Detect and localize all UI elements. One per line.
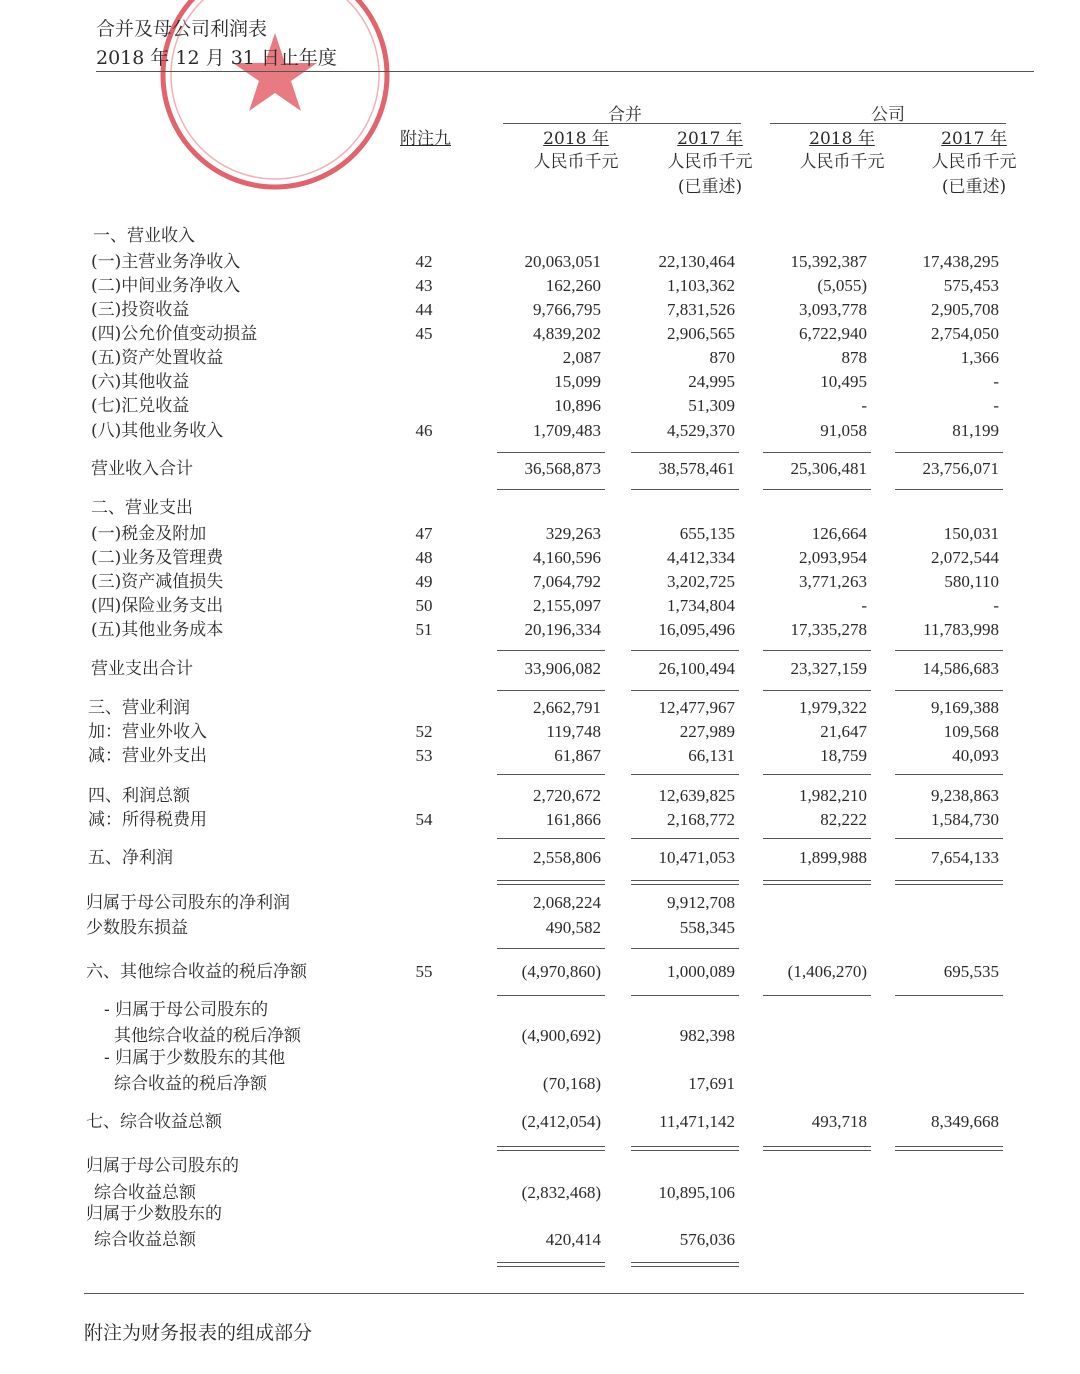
row-value: 9,766,795	[533, 300, 601, 319]
row-value: 12,477,967	[658, 698, 735, 717]
row-value: 15,099	[554, 372, 601, 391]
row-value: 10,471,053	[658, 848, 735, 867]
total-rule	[895, 489, 1003, 490]
row-value: 9,912,708	[667, 893, 735, 912]
row-note: 46	[415, 421, 433, 440]
row-note: 48	[415, 548, 433, 567]
row-value: 2,905,708	[931, 300, 999, 319]
row-value: -	[993, 596, 999, 615]
total-rule	[497, 838, 605, 839]
row-value: (70,168)	[542, 1074, 601, 1093]
row-value: 3,771,263	[799, 572, 867, 591]
footer-note: 附注为财务报表的组成部分	[84, 1322, 313, 1344]
row-value: 23,756,071	[922, 459, 999, 478]
row-label: 归属于母公司股东的净利润	[86, 893, 290, 913]
row-value: 2,558,806	[533, 848, 601, 867]
row-label: 六、其他综合收益的税后净额	[86, 962, 307, 982]
total-rule	[631, 948, 739, 949]
row-value: 51,309	[688, 396, 735, 415]
total-rule	[895, 774, 1003, 775]
title-rule	[96, 71, 1034, 72]
row-value: 2,155,097	[533, 596, 601, 615]
row-value: 2,906,565	[667, 324, 735, 343]
row-value: 8,349,668	[931, 1112, 999, 1131]
footer-rule	[84, 1293, 1024, 1294]
row-value: 1,103,362	[667, 276, 735, 295]
row-value: 10,495	[820, 372, 867, 391]
row-value: 2,093,954	[799, 548, 867, 567]
column-unit: 人民币千元	[931, 152, 1017, 172]
row-label: 五、净利润	[88, 848, 173, 868]
row-value: (1,406,270)	[787, 962, 867, 981]
row-label: 营业支出合计	[91, 659, 193, 679]
row-value: 1,982,210	[799, 786, 867, 805]
row-value: 16,095,496	[658, 620, 735, 639]
row-label: - 归属于母公司股东的	[104, 1000, 269, 1020]
row-value: 10,895,106	[658, 1183, 735, 1202]
row-value: 4,529,370	[667, 421, 735, 440]
row-value: 10,896	[554, 396, 601, 415]
row-value: 655,135	[679, 524, 735, 543]
total-rule	[631, 838, 739, 839]
row-value: 1,366	[960, 348, 999, 367]
row-label: 综合收益总额	[94, 1183, 196, 1203]
row-value: 558,345	[679, 918, 735, 937]
total-rule	[497, 948, 605, 949]
row-note: 52	[415, 722, 433, 741]
row-label: (三)资产减值损失	[91, 572, 224, 592]
row-label: 其他综合收益的税后净额	[114, 1026, 301, 1046]
row-value: 7,831,526	[667, 300, 735, 319]
row-label: 二、营业支出	[91, 498, 193, 518]
row-value: 420,414	[545, 1230, 601, 1249]
column-year: 2018 年	[809, 129, 875, 149]
row-note: 54	[415, 810, 433, 829]
row-value: 15,392,387	[790, 252, 867, 271]
total-rule	[763, 1146, 871, 1151]
row-label: 综合收益总额	[94, 1230, 196, 1250]
row-value: 119,748	[546, 722, 601, 741]
column-year: 2018 年	[543, 129, 609, 149]
row-value: 1,734,804	[667, 596, 735, 615]
row-value: 24,995	[688, 372, 735, 391]
row-value: 1,584,730	[931, 810, 999, 829]
total-rule	[763, 452, 871, 453]
row-value: 17,691	[688, 1074, 735, 1093]
total-rule	[497, 995, 605, 996]
row-label: 四、利润总额	[88, 786, 190, 806]
row-label: - 归属于少数股东的其他	[104, 1048, 286, 1068]
row-value: 2,720,672	[533, 786, 601, 805]
total-rule	[895, 452, 1003, 453]
row-value: 329,263	[545, 524, 601, 543]
total-rule	[895, 838, 1003, 839]
row-value: 81,199	[952, 421, 999, 440]
note-column-header: 附注九	[400, 129, 451, 149]
total-rule	[631, 995, 739, 996]
row-label: 加：营业外收入	[88, 722, 207, 742]
row-note: 44	[415, 300, 433, 319]
row-value: 40,093	[952, 746, 999, 765]
total-rule	[497, 1146, 605, 1151]
group-company: 公司	[871, 105, 905, 125]
row-value: 162,260	[545, 276, 601, 295]
row-value: 91,058	[820, 421, 867, 440]
total-rule	[763, 838, 871, 839]
column-unit: 人民币千元	[533, 152, 619, 172]
row-value: -	[993, 372, 999, 391]
row-value: 3,093,778	[799, 300, 867, 319]
column-unit: 人民币千元	[667, 152, 753, 172]
row-value: 1,899,988	[799, 848, 867, 867]
row-value: 14,586,683	[922, 659, 999, 678]
row-label: (三)投资收益	[91, 300, 190, 320]
row-note: 55	[415, 962, 433, 981]
total-rule	[763, 774, 871, 775]
row-value: 4,839,202	[533, 324, 601, 343]
row-label: (八)其他业务收入	[91, 421, 224, 441]
row-label: (五)资产处置收益	[91, 348, 224, 368]
row-value: 38,578,461	[658, 459, 735, 478]
row-value: -	[861, 596, 867, 615]
row-value: 490,582	[545, 918, 601, 937]
row-value: 2,072,544	[931, 548, 999, 567]
total-rule	[631, 650, 739, 651]
row-label: (七)汇兑收益	[91, 396, 190, 416]
row-value: (2,832,468)	[521, 1183, 601, 1202]
row-value: 575,453	[943, 276, 999, 295]
row-label: (四)公允价值变动损益	[91, 324, 258, 344]
row-value: 2,168,772	[667, 810, 735, 829]
row-value: 33,906,082	[524, 659, 601, 678]
row-value: 36,568,873	[524, 459, 601, 478]
row-value: 3,202,725	[667, 572, 735, 591]
row-value: 11,783,998	[923, 620, 999, 639]
row-value: (2,412,054)	[521, 1112, 601, 1131]
column-restated: (已重述)	[677, 177, 743, 197]
row-value: 61,867	[554, 746, 601, 765]
column-restated: (已重述)	[941, 177, 1007, 197]
row-value: (5,055)	[817, 276, 867, 295]
row-value: 12,639,825	[658, 786, 735, 805]
group-consolidated: 合并	[608, 105, 642, 125]
row-value: 150,031	[943, 524, 999, 543]
row-label: 归属于少数股东的	[86, 1204, 222, 1224]
row-label: 减：营业外支出	[88, 746, 207, 766]
row-label: 营业收入合计	[91, 459, 193, 479]
row-note: 50	[415, 596, 433, 615]
row-value: 878	[841, 348, 867, 367]
total-rule	[895, 995, 1003, 996]
row-label: (四)保险业务支出	[91, 596, 224, 616]
row-value: 6,722,940	[799, 324, 867, 343]
total-rule	[497, 650, 605, 651]
row-value: 2,087	[562, 348, 601, 367]
row-value: 7,064,792	[533, 572, 601, 591]
row-value: 11,471,142	[659, 1112, 735, 1131]
group-rule	[503, 123, 741, 124]
total-rule	[497, 1262, 605, 1267]
row-note: 45	[415, 324, 433, 343]
statement-period: 2018 年 12 月 31 日止年度	[96, 47, 337, 69]
total-rule	[763, 489, 871, 490]
row-value: 576,036	[679, 1230, 735, 1249]
total-rule	[497, 690, 605, 691]
row-value: 21,647	[820, 722, 867, 741]
total-rule	[763, 690, 871, 691]
row-value: 126,664	[811, 524, 867, 543]
row-value: 9,169,388	[931, 698, 999, 717]
total-rule	[895, 650, 1003, 651]
row-value: 870	[709, 348, 735, 367]
row-value: (4,900,692)	[521, 1026, 601, 1045]
row-value: 22,130,464	[658, 252, 735, 271]
row-note: 51	[415, 620, 433, 639]
total-rule	[631, 489, 739, 490]
row-note: 53	[415, 746, 433, 765]
total-rule	[763, 650, 871, 651]
total-rule	[631, 774, 739, 775]
row-value: 9,238,863	[931, 786, 999, 805]
row-value: 18,759	[820, 746, 867, 765]
row-value: -	[861, 396, 867, 415]
row-value: (4,970,860)	[521, 962, 601, 981]
column-unit: 人民币千元	[799, 152, 885, 172]
total-rule	[631, 1262, 739, 1267]
row-label: (一)税金及附加	[91, 524, 207, 544]
row-label: (五)其他业务成本	[91, 620, 224, 640]
total-rule	[497, 489, 605, 490]
group-rule	[770, 123, 1006, 124]
row-value: 2,068,224	[533, 893, 601, 912]
row-value: 1,709,483	[533, 421, 601, 440]
row-value: 17,335,278	[790, 620, 867, 639]
row-value: 23,327,159	[790, 659, 867, 678]
row-value: 695,535	[943, 962, 999, 981]
row-label: 综合收益的税后净额	[114, 1074, 267, 1094]
row-label: (一)主营业务净收入	[91, 252, 241, 272]
row-value: 20,196,334	[524, 620, 601, 639]
row-value: 109,568	[943, 722, 999, 741]
row-note: 47	[415, 524, 433, 543]
statement-title: 合并及母公司利润表	[96, 18, 268, 40]
row-label: 七、综合收益总额	[86, 1112, 222, 1132]
row-value: 982,398	[679, 1026, 735, 1045]
total-rule	[497, 452, 605, 453]
total-rule	[631, 880, 739, 885]
total-rule	[497, 880, 605, 885]
total-rule	[895, 690, 1003, 691]
total-rule	[895, 1146, 1003, 1151]
total-rule	[895, 880, 1003, 885]
row-note: 43	[415, 276, 433, 295]
total-rule	[763, 880, 871, 885]
row-value: 17,438,295	[922, 252, 999, 271]
row-value: 1,000,089	[667, 962, 735, 981]
row-value: 493,718	[811, 1112, 867, 1131]
row-label: 少数股东损益	[86, 918, 188, 938]
row-value: 4,412,334	[667, 548, 735, 567]
row-value: 4,160,596	[533, 548, 601, 567]
total-rule	[497, 774, 605, 775]
column-year: 2017 年	[941, 129, 1007, 149]
row-value: 82,222	[820, 810, 867, 829]
row-label: (二)中间业务净收入	[91, 276, 241, 296]
total-rule	[631, 452, 739, 453]
row-value: 7,654,133	[931, 848, 999, 867]
row-value: 1,979,322	[799, 698, 867, 717]
row-value: 161,866	[545, 810, 601, 829]
row-value: 20,063,051	[524, 252, 601, 271]
row-value: 2,754,050	[931, 324, 999, 343]
row-value: 66,131	[688, 746, 735, 765]
row-value: 25,306,481	[790, 459, 867, 478]
row-note: 42	[415, 252, 433, 271]
row-label: (二)业务及管理费	[91, 548, 224, 568]
row-label: (六)其他收益	[91, 372, 190, 392]
total-rule	[631, 1146, 739, 1151]
row-value: -	[993, 396, 999, 415]
total-rule	[631, 690, 739, 691]
row-label: 一、营业收入	[93, 226, 195, 246]
row-label: 归属于母公司股东的	[86, 1156, 239, 1176]
row-label: 减：所得税费用	[88, 810, 207, 830]
row-label: 三、营业利润	[88, 698, 190, 718]
total-rule	[763, 995, 871, 996]
row-value: 227,989	[679, 722, 735, 741]
column-year: 2017 年	[677, 129, 743, 149]
row-value: 2,662,791	[533, 698, 601, 717]
row-note: 49	[415, 572, 433, 591]
row-value: 580,110	[944, 572, 999, 591]
row-value: 26,100,494	[658, 659, 735, 678]
